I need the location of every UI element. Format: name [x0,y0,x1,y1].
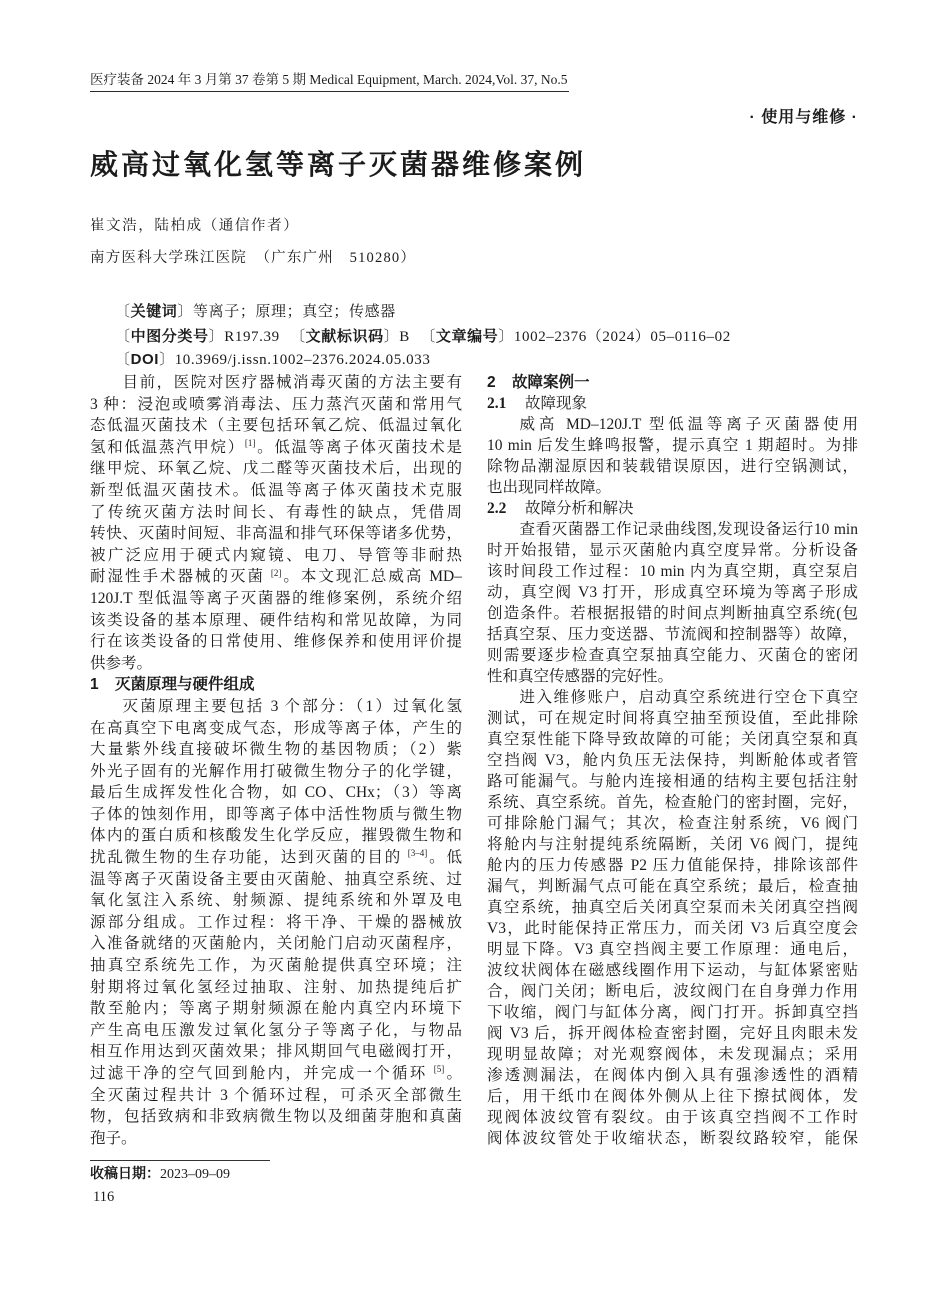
text-line: 除物品潮湿原因和装载错误原因，进行空锅测试， [487,458,858,475]
received-date-label: 收稿日期： [90,1165,160,1181]
text-line: 新型低温灭菌技术。低温等离子体灭菌技术克服 [90,481,462,499]
text-line: 下收缩，阀门与缸体分离，阀门打开。拆卸真空挡 [487,1004,858,1021]
text-line: 子体的蚀刻作用，即等离子体中活性物质与微生物 [90,805,462,823]
heading-number: 2.2 [487,500,507,517]
article-title: 威高过氧化氢等离子灭菌器维修案例 [90,149,587,180]
text-line: 体内的蛋白质和核酸发生化学反应，摧毁微生物和 [90,827,462,845]
text-line: 态低温灭菌技术（主要包括环氧乙烷、低温过氧化 [90,417,462,435]
paragraph [487,519,858,687]
text-line: 波纹状阀体在磁感线圈作用下运动，与缸体紧密贴 [487,962,858,979]
text-line: 产生高电压激发过氧化氢分子等离子化，与物品 [90,1021,462,1039]
text-line: 路可能漏气。与舱内连接相通的结构主要包括注射 [487,773,858,790]
text-line: 耐湿性手术器械的灭菌 [2]。本文现汇总威高 MD– [90,567,462,586]
bracket-open: 〔 [420,329,436,345]
clc-number-item [115,329,280,345]
text-line: 真空系统，抽真空后关闭真空泵而未关闭真空挡阀 [487,899,858,916]
author-affiliation: 南方医科大学珠江医院 （广东广州 510280） [90,250,417,266]
text-line: 现明显故障；对光观察阀体，未发现漏点；采用 [487,1046,858,1063]
keywords-label: 关键词 [130,303,178,320]
footnote-divider [90,1160,270,1161]
doi-label: DOI [130,351,160,368]
document-code-item [290,329,410,345]
text-line: 可排除舱门漏气；其次，检查注射系统，V6 阀门 [487,815,858,832]
text-line: 相互作用达到灭菌效果；排风期回气电磁阀打开， [90,1043,462,1061]
text-line: 3 种：浸泡或喷雾消毒法、压力蒸汽灭菌和常用气 [90,395,462,413]
text-line: 在高真空下电离变成气态，形成等离子体，产生的 [90,719,462,737]
text-line: 了传统灭菌方法时间长、有毒性的缺点，凭借周 [90,503,462,521]
text-line: V3，此时能保持正常压力，而关闭 V3 后真空度会 [487,920,858,937]
bracket-close: 〕 [159,352,175,368]
document-code-label: 文献标识码 [305,328,384,345]
text-line: 性和真空传感器的完好性。 [487,668,674,685]
text-line: 转快、灭菌时间短、非高温和排气环保等诸多优势， [90,525,462,543]
paragraph [90,696,462,1149]
article-id-label: 文章编号 [435,328,499,345]
keywords-item [115,304,396,320]
column-section-tag: · 使用与维修 · [749,109,858,126]
text-line: 10 min 后发生蜂鸣报警，提示真空 1 期超时。为排 [487,437,858,454]
text-line: 现阀体波纹管有裂纹。由于该真空挡阀不工作时 [487,1109,858,1126]
text-line: 源部分组成。工作过程：将干净、干燥的器械放 [90,913,462,931]
text-line: 合，阀门关闭；断电后，波纹阀门在自身弹力作用 [487,983,858,1000]
keywords-line [115,301,396,323]
text-line: 动，真空阀 V3 打开，形成真空环境为等离子形成 [487,584,858,601]
article-authors: 崔文浩，陆柏成（通信作者） [90,218,300,234]
text-line: 将舱内与注射提纯系统隔断，关闭 V6 阀门，提纯 [487,836,858,853]
text-line: 查看灭菌器工作记录曲线图,发现设备运行10 min [519,521,858,538]
text-line: 孢子。 [90,1129,137,1147]
text-line: 供参考。 [90,654,153,672]
text-line: 舱内的压力传感器 P2 压力值能保持，排除该部件 [487,857,858,874]
bracket-close: 〕 [383,329,400,345]
text-line: 射期将过氧化氢经过抽取、注射、加热提纯后扩 [90,978,462,996]
section-heading [90,674,462,696]
bracket-open: 〔 [290,329,306,345]
bracket-open: 〔 [115,304,131,320]
journal-running-header: 医疗装备 2024 年 3 月第 37 卷第 5 期 Medical Equipment, March. 2024,Vol. 37, No.5 [90,69,569,92]
right-text-column [487,372,858,1149]
text-line: 外光子固有的光解作用打破微生物分子的化学键， [90,762,462,780]
text-line: 120J.T 型低温等离子灭菌器的维修案例，系统介绍 [90,589,462,607]
doi-line [115,349,430,371]
page-number: 116 [93,1189,115,1205]
text-line: 进入维修账户，启动真空系统进行空仓下真空 [519,689,858,706]
text-line: 入准备就绪的灭菌舱内，关闭舱门启动灭菌程序， [90,935,462,953]
subsection-heading [487,393,858,414]
doi-item [115,352,430,368]
text-line: 测试，可在规定时间将真空抽至预设值，至此排除 [487,710,858,727]
text-line: 氧化氢注入系统、射频源、提纯系统和外罩及电 [90,892,462,910]
classification-line [115,326,731,348]
bracket-open: 〔 [115,352,131,368]
text-line: 大量紫外线直接破坏微生物的基因物质；（2）紫 [90,741,462,759]
text-line: 行在该类设备的日常使用、维修保养和使用评价提 [90,633,462,651]
text-line: 过滤干净的空气回到舱内，并完成一个循环 [5]。 [90,1064,462,1082]
text-line: 氢和低温蒸汽甲烷）[1]。低温等离子体灭菌技术是 [90,437,462,456]
heading-number: 2 [487,374,496,391]
text-line: 括真空泵、压力变送器、节流阀和控制器等）故障， [487,626,858,643]
text-line: 该类设备的基本原理、硬件结构和常见故障，为同 [90,611,462,629]
bracket-close: 〕 [498,329,514,345]
doi-value: 10.3969/j.issn.1002–2376.2024.05.033 [174,352,431,368]
heading-text: 故障分析和解决 [525,500,634,517]
clc-number-value: R197.39 [224,329,280,345]
received-date-note [90,1163,230,1185]
text-line: 系统、真空系统。首先，检查舱门的密封圈，完好， [487,794,858,811]
text-line: 抽真空系统先工作，为灭菌舱提供真空环境；注 [90,957,462,975]
left-text-column [90,372,462,1149]
received-date-value: 2023–09–09 [160,1167,230,1182]
text-line: 该时间段工作过程：10 min 内为真空期，真空泵启 [487,563,858,580]
article-id-item [420,329,731,345]
text-line: 明显下降。V3 真空挡阀主要工作原理：通电后， [487,941,858,958]
heading-text: 灭菌原理与硬件组成 [115,676,255,694]
heading-number: 2.1 [487,395,507,412]
text-line: 漏气，判断漏气点可能在真空系统；最后，检查抽 [487,878,858,895]
text-line: 创造条件。若根据报错的时间点判断抽真空系统(包 [487,605,858,622]
text-line: 全灭菌过程共计 3 个循环过程，可杀灭全部微生 [90,1086,462,1104]
text-line: 继甲烷、环氧乙烷、戊二醛等灭菌技术后，出现的 [90,460,462,478]
text-line: 灭菌原理主要包括 3 个部分：（1）过氧化氢 [122,697,462,715]
text-line: 渗透测漏法，在阀体内倒入具有强渗透性的酒精 [487,1067,858,1084]
paragraph [487,414,858,498]
text-line: 目前，医院对医疗器械消毒灭菌的方法主要有 [122,374,462,391]
citation-ref: [1] [244,437,256,448]
document-code-value: B [399,329,410,345]
text-line: 散至舱内；等离子期射频源在舱内真空内环境下 [90,1000,462,1018]
text-line: 真空泵性能下降导致故障的可能；关闭真空泵和真 [487,731,858,748]
text-line: 威高 MD–120J.T 型低温等离子灭菌器使用 [519,416,858,433]
subsection-heading [487,498,858,519]
citation-ref: [3–4] [407,848,428,859]
paragraph [90,372,462,674]
heading-text: 故障现象 [525,395,588,412]
text-line: 也出现同样故障。 [487,479,612,496]
paragraph [487,687,858,1149]
citation-ref: [2] [270,567,282,578]
clc-number-label: 中图分类号 [130,328,209,345]
text-line: 空挡阀 V3，舱内负压无法保持，判断舱体或者管 [487,752,858,769]
text-line: 则需要逐步检查真空泵抽真空能力、灭菌仓的密闭 [487,647,858,664]
text-line: 温等离子灭菌设备主要由灭菌舱、抽真空系统、过 [90,870,462,888]
keywords-value: 等离子；原理；真空；传感器 [193,304,396,320]
text-line: 扰乱微生物的生存功能，达到灭菌的目的 [3–4]。低 [90,848,462,867]
citation-ref: [5] [433,1064,445,1075]
text-line: 最后生成挥发性化合物，如 CO、CHx；（3）等离 [90,784,462,802]
article-id-value: 1002–2376（2024）05–0116–02 [513,329,731,345]
text-line: 阀 V3 后，拆开阀体检查密封圈，完好且肉眼未发 [487,1025,858,1042]
section-heading [487,372,858,393]
text-line: 被广泛应用于硬式内窥镜、电刀、导管等非耐热 [90,546,462,564]
text-line: 后，用干纸巾在阀体外侧从上往下擦拭阀体，发 [487,1088,858,1105]
bracket-close: 〕 [208,329,225,345]
text-line: 阀体波纹管处于收缩状态，断裂纹路较窄，能保 [487,1130,858,1147]
text-line: 物，包括致病和非致病微生物以及细菌芽胞和真菌 [90,1108,462,1126]
bracket-open: 〔 [115,329,131,345]
heading-number: 1 [90,676,99,694]
bracket-close: 〕 [177,304,194,320]
heading-text: 故障案例一 [512,374,590,391]
text-line: 时开始报错，显示灭菌舱内真空度异常。分析设备 [487,542,858,559]
